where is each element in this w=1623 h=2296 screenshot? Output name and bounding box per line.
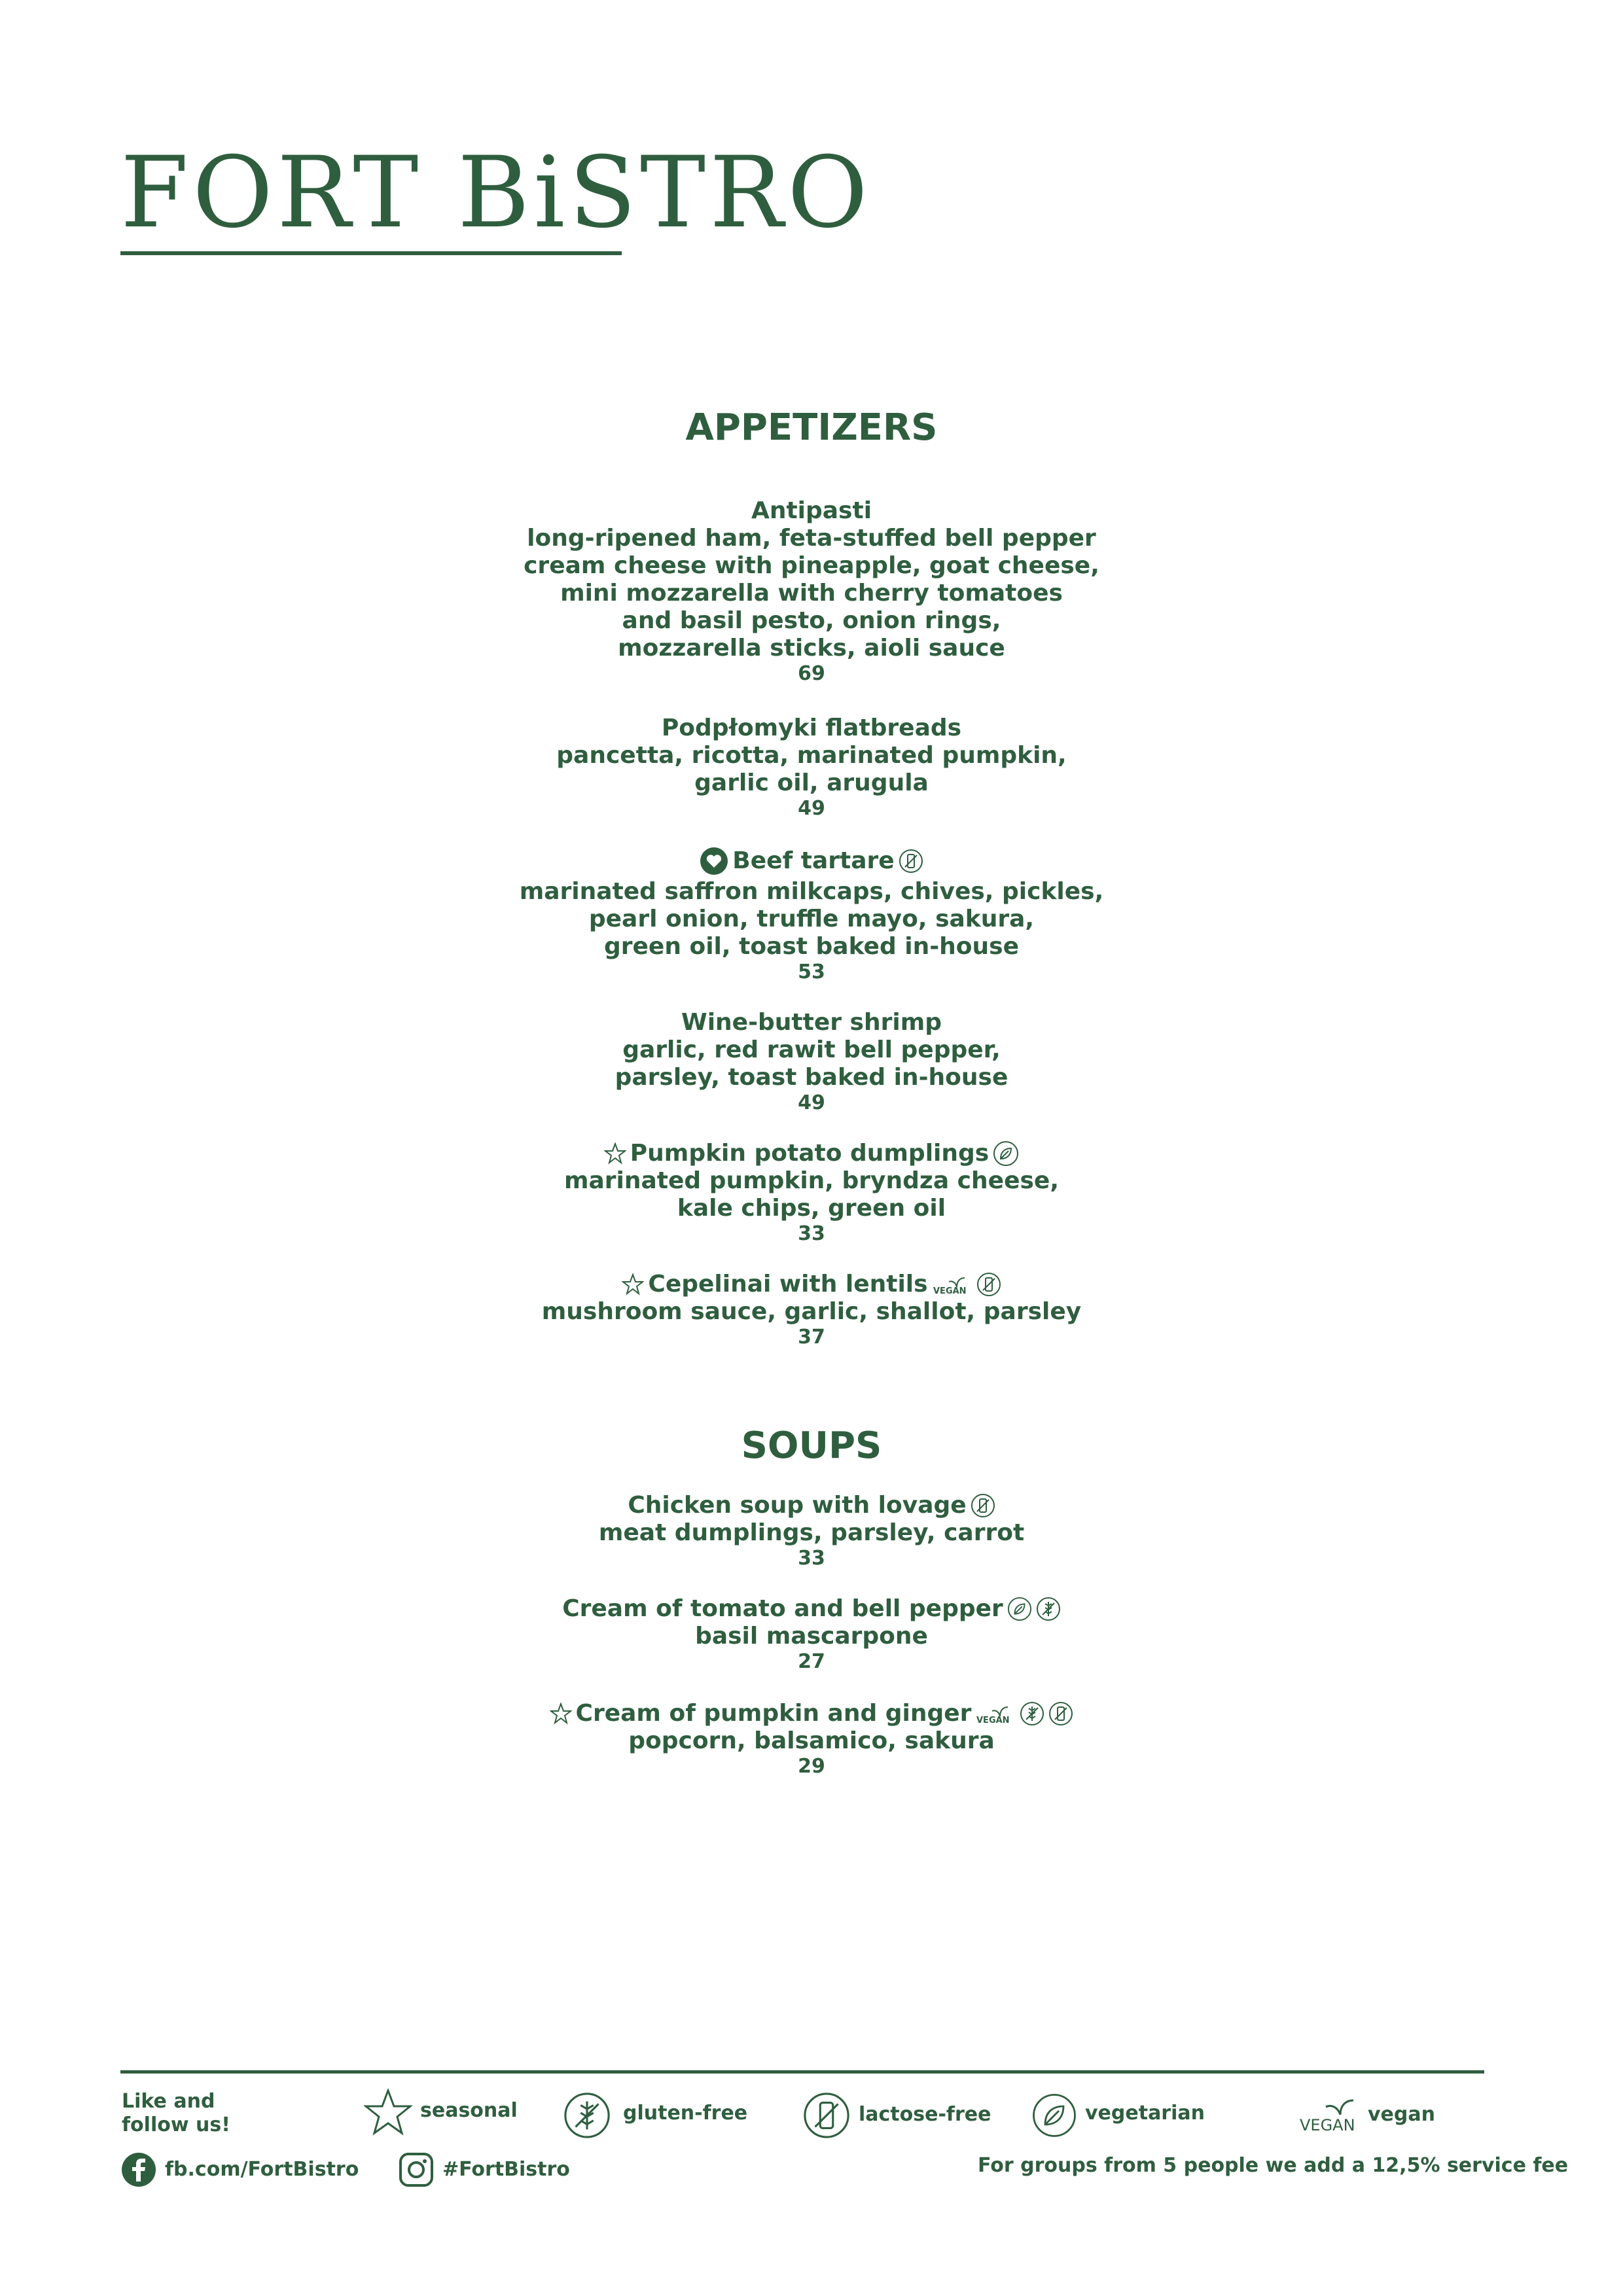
soups-section (0, 1425, 1623, 1467)
instagram-hashtag[interactable]: #FortBistro (442, 2158, 570, 2181)
item-name: Beef tartare (700, 847, 923, 875)
facebook-link[interactable]: fb.com/FortBistro (165, 2158, 359, 2181)
section-title-soups: SOUPS (741, 1424, 882, 1467)
item-description: basil mascarpone (695, 1623, 928, 1650)
star-icon (550, 1703, 572, 1725)
brand-logo (120, 136, 872, 255)
vegetarian-icon (1031, 2093, 1077, 2141)
menu-item-antipasti (0, 497, 1623, 686)
follow-us-text: Like and follow us! (122, 2090, 230, 2136)
vegetarian-icon (993, 1140, 1019, 1167)
menu-item-wine-butter-shrimp (0, 1009, 1623, 1115)
menu-item-cream-of-pumpkin (0, 1700, 1623, 1778)
service-fee-note: For groups from 5 people we add a 12,5% service fee (978, 2154, 1569, 2177)
item-name: Cream of pumpkin and ginger VEGAN (550, 1700, 1074, 1727)
item-name: Chicken soup with lovage (628, 1492, 995, 1519)
gluten-free-icon (563, 2091, 611, 2142)
item-price: 49 (798, 1091, 825, 1114)
item-description: garlic, red rawit bell pepper, parsley, toast baked in-house (615, 1036, 1008, 1091)
item-price: 69 (798, 662, 825, 685)
lactose-free-icon (802, 2091, 851, 2142)
item-name: Antipasti (751, 497, 872, 524)
instagram-icon[interactable] (398, 2151, 435, 2191)
item-description: popcorn, balsamico, sakura (628, 1727, 995, 1754)
lactose-free-icon (1048, 1701, 1073, 1726)
item-price: 49 (798, 797, 825, 820)
legend-lactose-free: lactose-free (859, 2103, 991, 2126)
item-description: marinated saffron milkcaps, chives, pickles, pearl onion, truffle mayo, sakura, green oil, toast baked in-house (519, 878, 1104, 960)
menu-item-pumpkin-dumplings (0, 1140, 1623, 1246)
gluten-free-icon (1020, 1701, 1044, 1726)
brand-name: FORT BiSTRO (120, 136, 872, 250)
item-description: mushroom sauce, garlic, shallot, parsley (541, 1298, 1082, 1325)
vegan-icon (932, 1271, 972, 1298)
heart-icon (700, 847, 728, 875)
facebook-icon[interactable] (120, 2151, 157, 2191)
section-title-appetizers: APPETIZERS (685, 406, 938, 449)
item-description: long-ripened ham, feta-stuffed bell pepper cream cheese with pineapple, goat cheese, mini mozzarella with cherry tomatoes and basil pesto, onion rings, mozzarella sticks, aioli sauce (524, 525, 1099, 662)
svg-text:VEGAN: VEGAN (976, 1716, 1010, 1725)
item-price: 37 (798, 1326, 825, 1349)
menu-item-cream-of-tomato (0, 1595, 1623, 1674)
menu-item-beef-tartare (0, 847, 1623, 984)
menu-item-flatbreads (0, 715, 1623, 821)
gluten-free-icon (1036, 1597, 1061, 1621)
item-name: Cepelinai with lentils VEGAN (622, 1271, 1001, 1298)
footer-divider (120, 2070, 1484, 2074)
legend-gluten-free: gluten-free (623, 2102, 748, 2125)
vegan-badge-text: VEGAN (1300, 2116, 1355, 2134)
item-name: Wine-butter shrimp (681, 1009, 942, 1036)
legend-vegetarian: vegetarian (1085, 2102, 1205, 2125)
item-price: 33 (798, 1222, 825, 1245)
item-description: meat dumplings, parsley, carrot (598, 1519, 1025, 1546)
appetizers-section (0, 407, 1623, 449)
item-name: Podpłomyki flatbreads (661, 715, 962, 741)
star-icon (622, 1273, 644, 1296)
lactose-free-icon (971, 1493, 995, 1518)
item-price: 29 (798, 1755, 825, 1778)
item-name: Cream of tomato and bell pepper (562, 1595, 1061, 1623)
legend-vegan: vegan (1368, 2103, 1435, 2126)
item-price: 27 (798, 1650, 825, 1673)
lactose-free-icon (899, 849, 923, 874)
logo-underline (120, 251, 622, 255)
vegan-icon (975, 1701, 1016, 1727)
legend-seasonal: seasonal (420, 2099, 518, 2122)
svg-text:VEGAN: VEGAN (933, 1286, 967, 1296)
menu-item-cepelinai (0, 1271, 1623, 1349)
item-description: marinated pumpkin, bryndza cheese, kale chips, green oil (563, 1167, 1060, 1222)
item-name: Pumpkin potato dumplings (604, 1140, 1019, 1167)
vegetarian-icon (1007, 1597, 1032, 1621)
vegan-icon (1300, 2091, 1363, 2137)
star-icon (364, 2089, 412, 2138)
menu-item-chicken-soup (0, 1492, 1623, 1570)
star-icon (604, 1142, 626, 1165)
lactose-free-icon (976, 1272, 1001, 1297)
item-price: 53 (798, 961, 825, 983)
item-description: pancetta, ricotta, marinated pumpkin, garlic oil, arugula (556, 742, 1067, 796)
item-price: 33 (798, 1547, 825, 1570)
